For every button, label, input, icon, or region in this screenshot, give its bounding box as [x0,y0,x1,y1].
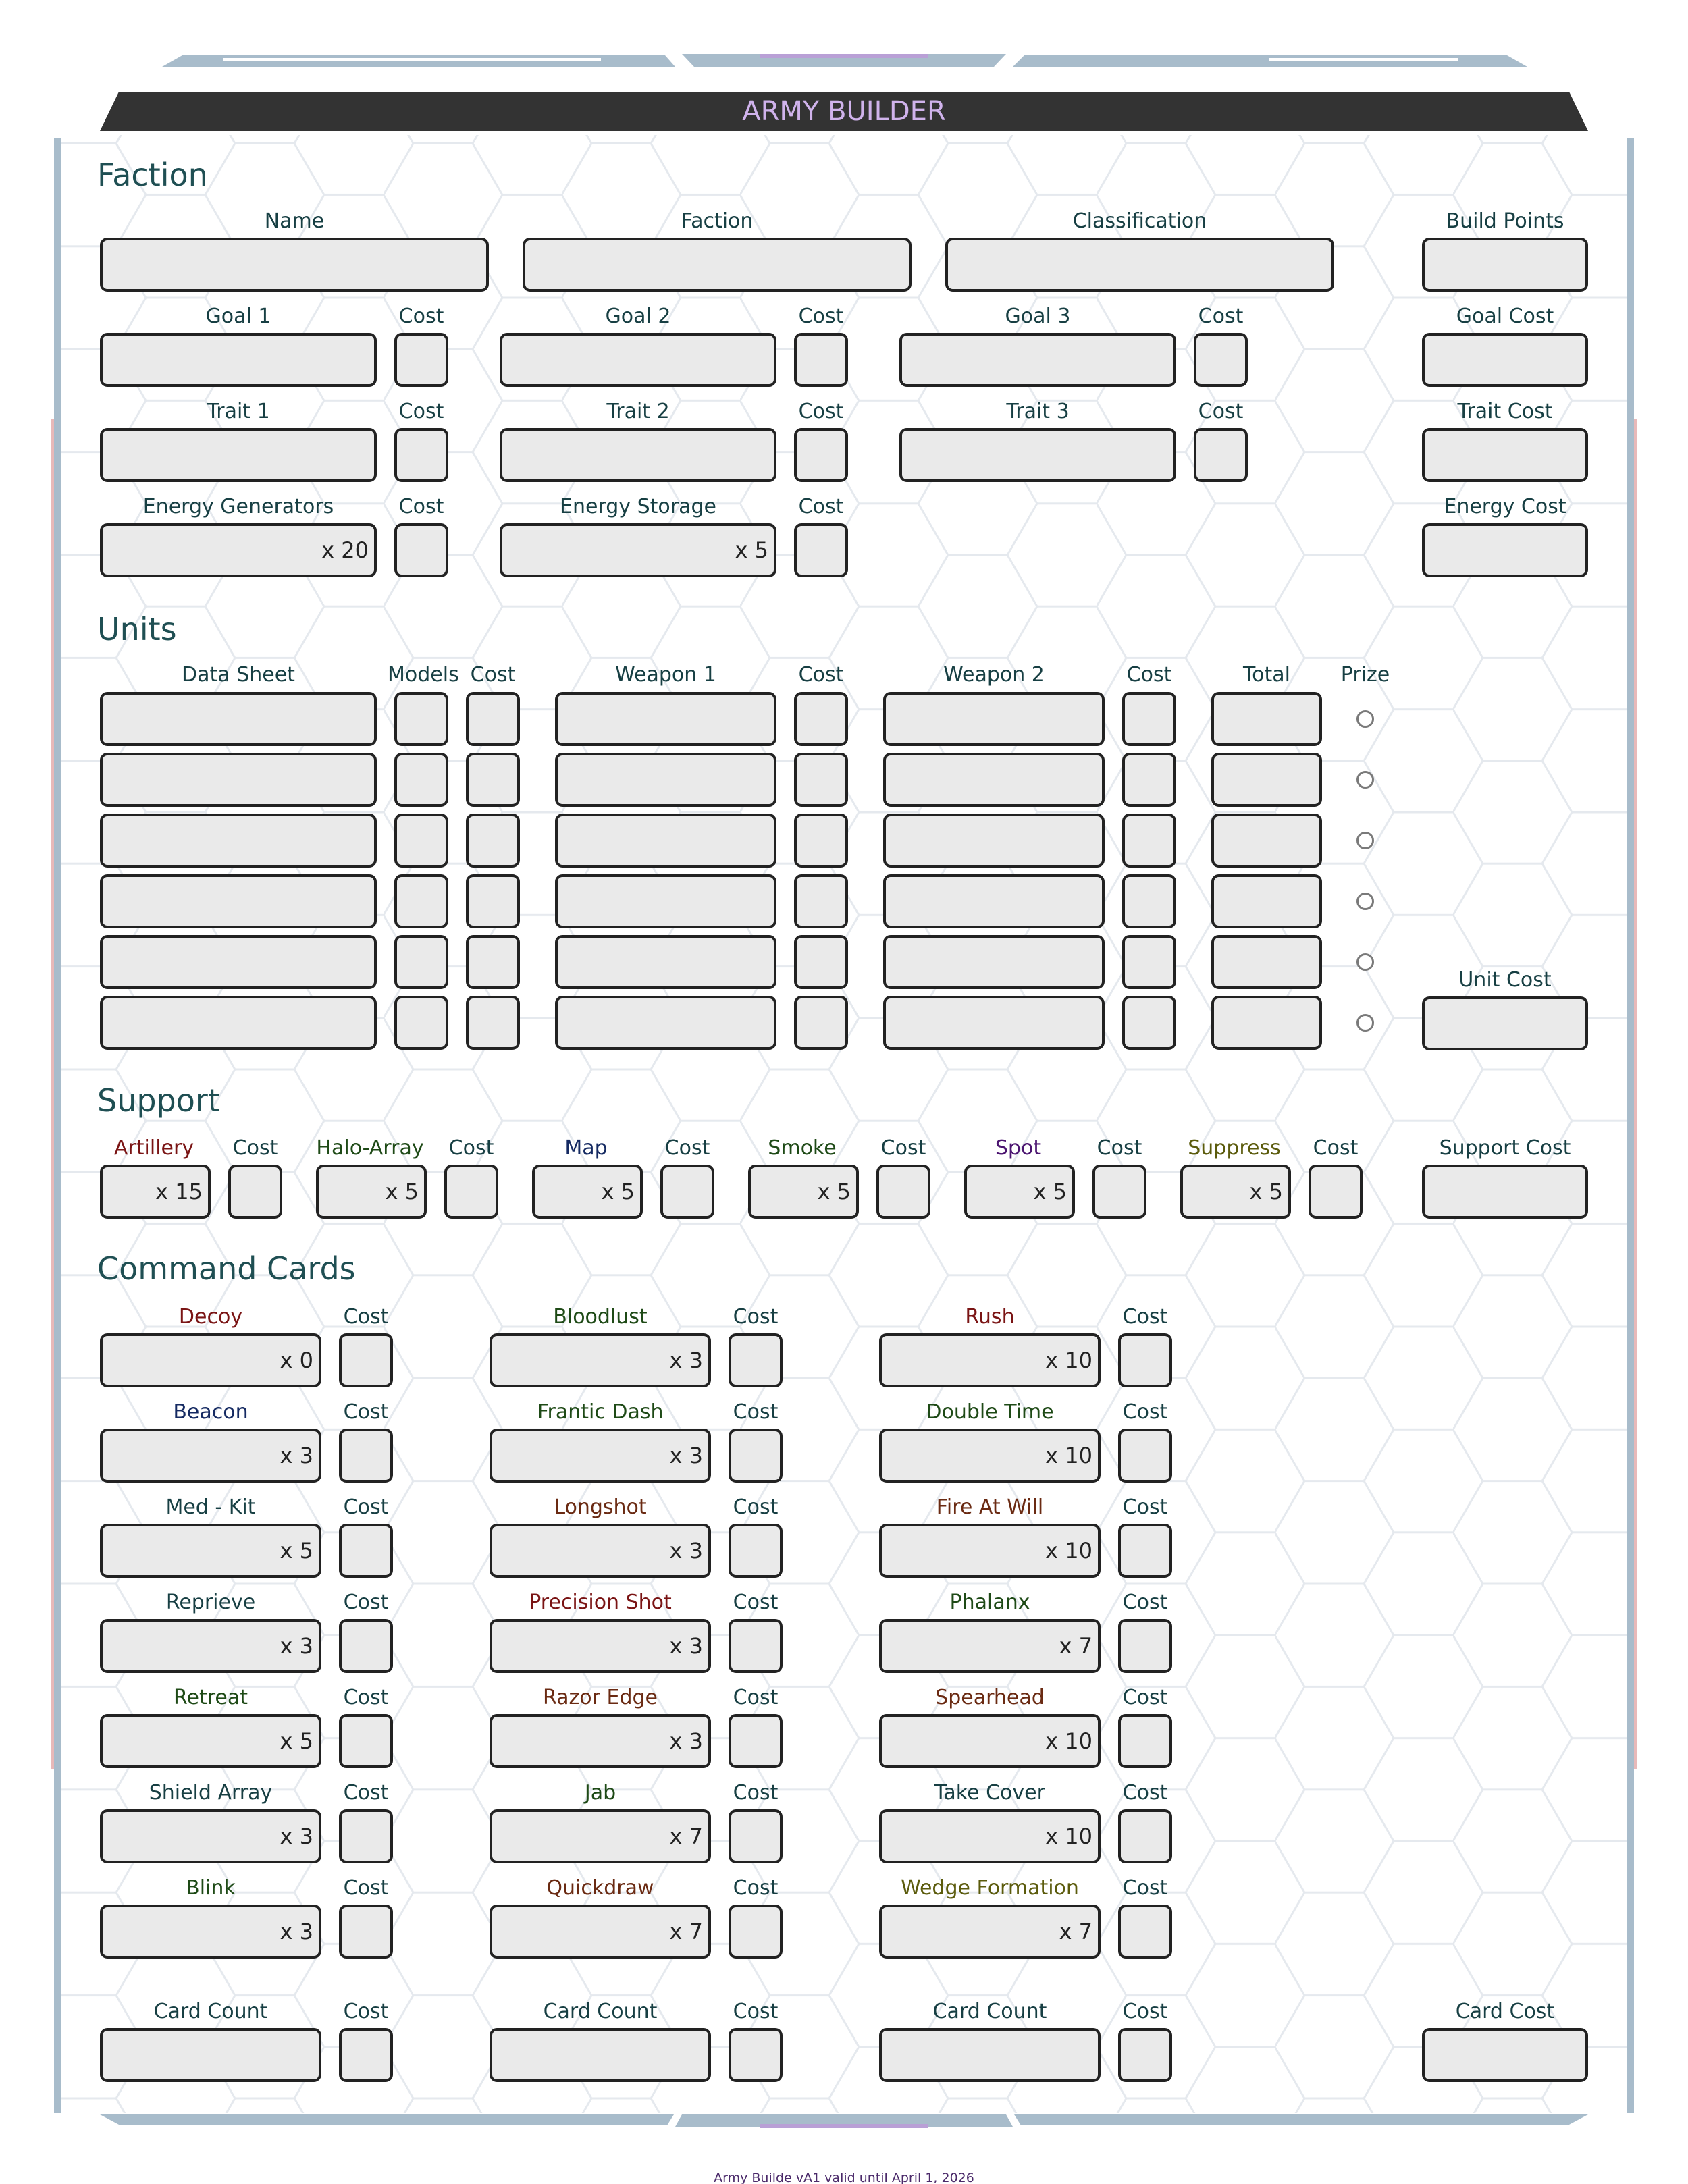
support-item-field[interactable] [748,1165,859,1219]
card-count-label: Card Count [543,2000,658,2023]
goal1-label: Goal 1 [205,304,271,328]
command-card-cost-field[interactable] [729,1714,783,1768]
support-cost-field[interactable] [1422,1165,1588,1219]
unit-weapon1-cost-field[interactable] [794,874,848,928]
unit-weapon1-field[interactable] [555,935,776,989]
support-item-label: Halo-Array [316,1136,424,1160]
energy-storage-cost-label: Cost [798,495,844,518]
command-card-multiplier: x 3 [669,1728,703,1754]
command-card-cost-field[interactable] [1118,1809,1172,1863]
unit-weapon2-cost-field[interactable] [1122,996,1176,1050]
unit-cost-cell-field[interactable] [466,874,520,928]
card-cost-label: Card Cost [1455,2000,1555,2023]
command-card-cost-field[interactable] [339,1429,393,1483]
unit-models-field[interactable] [394,874,448,928]
units-header-total: Total [1242,663,1291,687]
command-card-cost-field[interactable] [729,1429,783,1483]
card-count-cost-label: Cost [733,2000,779,2023]
unit-models-field[interactable] [394,996,448,1050]
support-item-cost-field[interactable] [1309,1165,1363,1219]
command-card-field[interactable] [490,1524,711,1578]
footer-text: Army Builde vA1 valid until April 1, 2026 [714,2170,974,2184]
goal2-cost-field[interactable] [794,333,848,387]
support-item-multiplier: x 5 [601,1179,635,1204]
unit-cost-field[interactable] [1422,996,1588,1050]
trait1-cost-field[interactable] [394,428,448,482]
command-card-cost-field[interactable] [1118,1429,1172,1483]
support-item-field[interactable] [532,1165,643,1219]
energy-generators-multiplier: x 20 [321,537,369,563]
unit-data-sheet-field[interactable] [100,935,377,989]
goal-cost-label: Goal Cost [1456,304,1554,328]
command-card-multiplier: x 3 [280,1443,313,1468]
command-card-cost-field[interactable] [729,1809,783,1863]
command-card-field[interactable] [490,1714,711,1768]
command-card-field[interactable] [100,1809,321,1863]
unit-prize-radio[interactable] [1356,771,1374,789]
energy-generators-cost-field[interactable] [394,523,448,577]
trait3-label: Trait 3 [1006,400,1070,423]
command-card-cost-label: Cost [1122,1686,1168,1709]
support-item-multiplier: x 5 [385,1179,419,1204]
unit-total-field[interactable] [1211,753,1322,807]
support-item-field[interactable] [100,1165,211,1219]
unit-cost-cell-field[interactable] [466,753,520,807]
section-title-command-cards: Command Cards [97,1250,356,1287]
command-card-label: Bloodlust [553,1305,648,1329]
trait2-cost-label: Cost [798,400,844,423]
unit-weapon2-field[interactable] [883,814,1105,868]
command-card-cost-label: Cost [733,1305,779,1329]
unit-weapon1-field[interactable] [555,874,776,928]
units-header-cost: Cost [470,663,516,687]
unit-models-field[interactable] [394,692,448,746]
command-card-multiplier: x 3 [669,1443,703,1468]
command-card-cost-label: Cost [733,1781,779,1805]
command-card-field[interactable] [490,1809,711,1863]
units-header-weapon2-cost: Cost [1126,663,1172,687]
unit-data-sheet-field[interactable] [100,874,377,928]
command-card-label: Quickdraw [546,1876,654,1900]
support-item-label: Artillery [113,1136,194,1160]
unit-weapon2-field[interactable] [883,692,1105,746]
unit-total-field[interactable] [1211,935,1322,989]
goal2-cost-label: Cost [798,304,844,328]
goal3-label: Goal 3 [1005,304,1071,328]
command-card-label: Wedge Formation [901,1876,1079,1900]
command-card-multiplier: x 7 [1059,1919,1092,1944]
unit-weapon2-cost-field[interactable] [1122,874,1176,928]
command-card-field[interactable] [490,1619,711,1673]
card-count-cost-label: Cost [343,2000,389,2023]
command-card-multiplier: x 7 [669,1919,703,1944]
command-card-cost-field[interactable] [1118,1619,1172,1673]
support-item-cost-label: Cost [880,1136,926,1160]
command-card-cost-field[interactable] [1118,1714,1172,1768]
command-card-cost-field[interactable] [339,1524,393,1578]
command-card-field[interactable] [100,1905,321,1959]
support-item-cost-field[interactable] [660,1165,714,1219]
trait3-cost-field[interactable] [1194,428,1248,482]
support-item-multiplier: x 15 [155,1179,203,1204]
energy-storage-multiplier: x 5 [735,537,768,563]
unit-weapon2-cost-field[interactable] [1122,692,1176,746]
command-card-cost-label: Cost [343,1781,389,1805]
command-card-label: Blink [186,1876,236,1900]
goal2-label: Goal 2 [605,304,671,328]
command-card-field[interactable] [490,1333,711,1387]
command-card-cost-label: Cost [1122,1876,1168,1900]
support-item-label: Smoke [768,1136,837,1160]
unit-weapon2-cost-field[interactable] [1122,814,1176,868]
unit-data-sheet-field[interactable] [100,996,377,1050]
command-card-label: Double Time [926,1400,1054,1424]
page-title: ARMY BUILDER [742,96,946,127]
command-card-multiplier: x 10 [1045,1823,1092,1849]
section-title-faction: Faction [97,157,208,193]
unit-weapon2-cost-field[interactable] [1122,935,1176,989]
command-card-field[interactable] [879,1809,1101,1863]
command-card-multiplier: x 3 [280,1633,313,1659]
unit-weapon1-field[interactable] [555,996,776,1050]
support-item-multiplier: x 5 [1033,1179,1067,1204]
units-header-weapon1: Weapon 1 [615,663,716,687]
command-card-cost-label: Cost [1122,1495,1168,1519]
command-card-cost-label: Cost [733,1876,779,1900]
energy-cost-field[interactable] [1422,523,1588,577]
unit-cost-label: Unit Cost [1458,968,1552,992]
unit-data-sheet-field[interactable] [100,692,377,746]
unit-models-field[interactable] [394,753,448,807]
command-card-cost-field[interactable] [729,1619,783,1673]
faction-label: Faction [681,209,754,233]
command-card-cost-label: Cost [343,1400,389,1424]
support-item-cost-field[interactable] [876,1165,930,1219]
support-item-label: Map [564,1136,608,1160]
command-card-cost-field[interactable] [729,1333,783,1387]
goal3-cost-label: Cost [1198,304,1244,328]
units-header-weapon1-cost: Cost [798,663,844,687]
card-count-cost-field[interactable] [1118,2028,1172,2082]
unit-weapon1-field[interactable] [555,814,776,868]
command-card-multiplier: x 3 [669,1538,703,1564]
command-card-label: Phalanx [949,1591,1030,1614]
command-card-multiplier: x 5 [280,1538,313,1564]
command-card-cost-field[interactable] [1118,1905,1172,1959]
support-item-multiplier: x 5 [1249,1179,1283,1204]
command-card-field[interactable] [490,1905,711,1959]
unit-weapon1-cost-field[interactable] [794,996,848,1050]
command-card-label: Beacon [173,1400,248,1424]
command-card-field[interactable] [879,1905,1101,1959]
command-card-label: Precision Shot [529,1591,672,1614]
command-card-cost-label: Cost [733,1686,779,1709]
unit-weapon1-field[interactable] [555,692,776,746]
units-header-models: Models [388,663,459,687]
unit-total-field[interactable] [1211,692,1322,746]
support-item-cost-field[interactable] [228,1165,282,1219]
unit-weapon2-field[interactable] [883,753,1105,807]
name-field[interactable] [100,238,489,292]
units-header-prize: Prize [1340,663,1390,687]
support-item-cost-label: Cost [664,1136,710,1160]
command-card-label: Take Cover [934,1781,1045,1805]
card-count-label: Card Count [153,2000,268,2023]
unit-total-field[interactable] [1211,996,1322,1050]
trait2-cost-field[interactable] [794,428,848,482]
command-card-cost-label: Cost [343,1876,389,1900]
trait2-field[interactable] [500,428,776,482]
unit-prize-radio[interactable] [1356,953,1374,971]
goal1-field[interactable] [100,333,377,387]
command-card-multiplier: x 3 [280,1919,313,1944]
unit-cost-cell-field[interactable] [466,935,520,989]
goal-cost-field[interactable] [1422,333,1588,387]
goal3-field[interactable] [899,333,1176,387]
command-card-label: Spearhead [935,1686,1045,1709]
support-item-label: Spot [995,1136,1042,1160]
command-card-cost-label: Cost [733,1495,779,1519]
command-card-multiplier: x 10 [1045,1348,1092,1373]
energy-storage-label: Energy Storage [560,495,716,518]
build-points-label: Build Points [1446,209,1564,233]
command-card-cost-label: Cost [733,1591,779,1614]
card-count-field[interactable] [879,2028,1101,2082]
support-item-cost-label: Cost [448,1136,494,1160]
unit-weapon1-cost-field[interactable] [794,753,848,807]
unit-cost-cell-field[interactable] [466,814,520,868]
build-points-field[interactable] [1422,238,1588,292]
unit-weapon1-field[interactable] [555,753,776,807]
command-card-field[interactable] [100,1524,321,1578]
command-card-multiplier: x 3 [669,1348,703,1373]
command-card-cost-field[interactable] [1118,1524,1172,1578]
unit-total-field[interactable] [1211,814,1322,868]
command-card-cost-field[interactable] [339,1809,393,1863]
command-card-cost-field[interactable] [339,1333,393,1387]
card-count-cost-label: Cost [1122,2000,1168,2023]
command-card-multiplier: x 7 [1059,1633,1092,1659]
support-item-cost-label: Cost [1097,1136,1142,1160]
command-card-multiplier: x 7 [669,1823,703,1849]
name-label: Name [264,209,325,233]
trait-cost-field[interactable] [1422,428,1588,482]
support-item-cost-label: Cost [1313,1136,1359,1160]
command-card-multiplier: x 0 [280,1348,313,1373]
command-card-cost-label: Cost [1122,1400,1168,1424]
command-card-field[interactable] [490,1429,711,1483]
support-item-cost-label: Cost [232,1136,278,1160]
command-card-label: Rush [965,1305,1015,1329]
command-card-cost-label: Cost [733,1400,779,1424]
unit-weapon2-field[interactable] [883,996,1105,1050]
command-card-field[interactable] [879,1333,1101,1387]
command-card-label: Retreat [174,1686,248,1709]
units-header-weapon2: Weapon 2 [943,663,1045,687]
command-card-multiplier: x 10 [1045,1728,1092,1754]
support-item-cost-field[interactable] [1092,1165,1146,1219]
command-card-label: Fire At Will [936,1495,1044,1519]
command-card-cost-label: Cost [343,1591,389,1614]
trait1-cost-label: Cost [398,400,444,423]
trait3-field[interactable] [899,428,1176,482]
unit-prize-radio[interactable] [1356,710,1374,728]
support-cost-label: Support Cost [1439,1136,1571,1160]
trait2-label: Trait 2 [606,400,670,423]
unit-weapon1-cost-field[interactable] [794,935,848,989]
command-card-multiplier: x 3 [280,1823,313,1849]
command-card-label: Jab [584,1781,616,1805]
support-item-field[interactable] [964,1165,1075,1219]
command-card-cost-field[interactable] [729,1905,783,1959]
card-count-cost-field[interactable] [729,2028,783,2082]
command-card-field[interactable] [100,1619,321,1673]
command-card-cost-label: Cost [1122,1781,1168,1805]
trait-cost-label: Trait Cost [1457,400,1553,423]
trait3-cost-label: Cost [1198,400,1244,423]
command-card-multiplier: x 3 [669,1633,703,1659]
unit-weapon1-cost-field[interactable] [794,692,848,746]
trait1-field[interactable] [100,428,377,482]
command-card-label: Frantic Dash [537,1400,664,1424]
unit-models-field[interactable] [394,935,448,989]
units-header-data-sheet: Data Sheet [182,663,295,687]
trait1-label: Trait 1 [207,400,270,423]
energy-generators-label: Energy Generators [142,495,334,518]
energy-generators-cost-label: Cost [398,495,444,518]
command-card-cost-label: Cost [343,1305,389,1329]
faction-field[interactable] [523,238,912,292]
command-card-multiplier: x 5 [280,1728,313,1754]
unit-cost-cell-field[interactable] [466,692,520,746]
unit-cost-cell-field[interactable] [466,996,520,1050]
command-card-label: Reprieve [165,1591,256,1614]
energy-storage-field[interactable] [500,523,776,577]
unit-data-sheet-field[interactable] [100,814,377,868]
goal1-cost-field[interactable] [394,333,448,387]
support-item-label: Suppress [1188,1136,1281,1160]
unit-total-field[interactable] [1211,874,1322,928]
unit-models-field[interactable] [394,814,448,868]
command-card-field[interactable] [879,1714,1101,1768]
energy-generators-field[interactable] [100,523,377,577]
command-card-label: Decoy [178,1305,243,1329]
goal1-cost-label: Cost [398,304,444,328]
unit-data-sheet-field[interactable] [100,753,377,807]
energy-storage-cost-field[interactable] [794,523,848,577]
classification-field[interactable] [945,238,1334,292]
command-card-label: Shield Array [149,1781,273,1805]
command-card-multiplier: x 10 [1045,1443,1092,1468]
section-title-support: Support [97,1082,220,1119]
command-card-cost-label: Cost [343,1686,389,1709]
unit-weapon2-field[interactable] [883,935,1105,989]
command-card-label: Med - Kit [165,1495,256,1519]
goal3-cost-field[interactable] [1194,333,1248,387]
command-card-cost-field[interactable] [339,1619,393,1673]
unit-prize-radio[interactable] [1356,893,1374,910]
command-card-field[interactable] [100,1333,321,1387]
unit-prize-radio[interactable] [1356,1014,1374,1032]
unit-weapon2-cost-field[interactable] [1122,753,1176,807]
card-cost-field[interactable] [1422,2028,1588,2082]
command-card-field[interactable] [879,1524,1101,1578]
support-item-field[interactable] [1180,1165,1291,1219]
command-card-multiplier: x 10 [1045,1538,1092,1564]
card-count-label: Card Count [932,2000,1047,2023]
command-card-label: Razor Edge [542,1686,658,1709]
command-card-label: Longshot [554,1495,647,1519]
unit-weapon1-cost-field[interactable] [794,814,848,868]
command-card-field[interactable] [879,1429,1101,1483]
classification-label: Classification [1072,209,1207,233]
command-card-cost-label: Cost [1122,1305,1168,1329]
command-card-field[interactable] [100,1429,321,1483]
command-card-field[interactable] [100,1714,321,1768]
card-count-cost-field[interactable] [339,2028,393,2082]
command-card-field[interactable] [879,1619,1101,1673]
command-card-cost-label: Cost [343,1495,389,1519]
support-item-field[interactable] [316,1165,427,1219]
command-card-cost-field[interactable] [729,1524,783,1578]
command-card-cost-label: Cost [1122,1591,1168,1614]
section-title-units: Units [97,611,177,647]
unit-weapon2-field[interactable] [883,874,1105,928]
command-card-cost-field[interactable] [1118,1333,1172,1387]
energy-cost-label: Energy Cost [1444,495,1566,518]
command-card-cost-field[interactable] [339,1905,393,1959]
support-item-multiplier: x 5 [817,1179,851,1204]
command-card-cost-field[interactable] [339,1714,393,1768]
goal2-field[interactable] [500,333,776,387]
support-item-cost-field[interactable] [444,1165,498,1219]
unit-prize-radio[interactable] [1356,832,1374,849]
card-count-field[interactable] [100,2028,321,2082]
card-count-field[interactable] [490,2028,711,2082]
